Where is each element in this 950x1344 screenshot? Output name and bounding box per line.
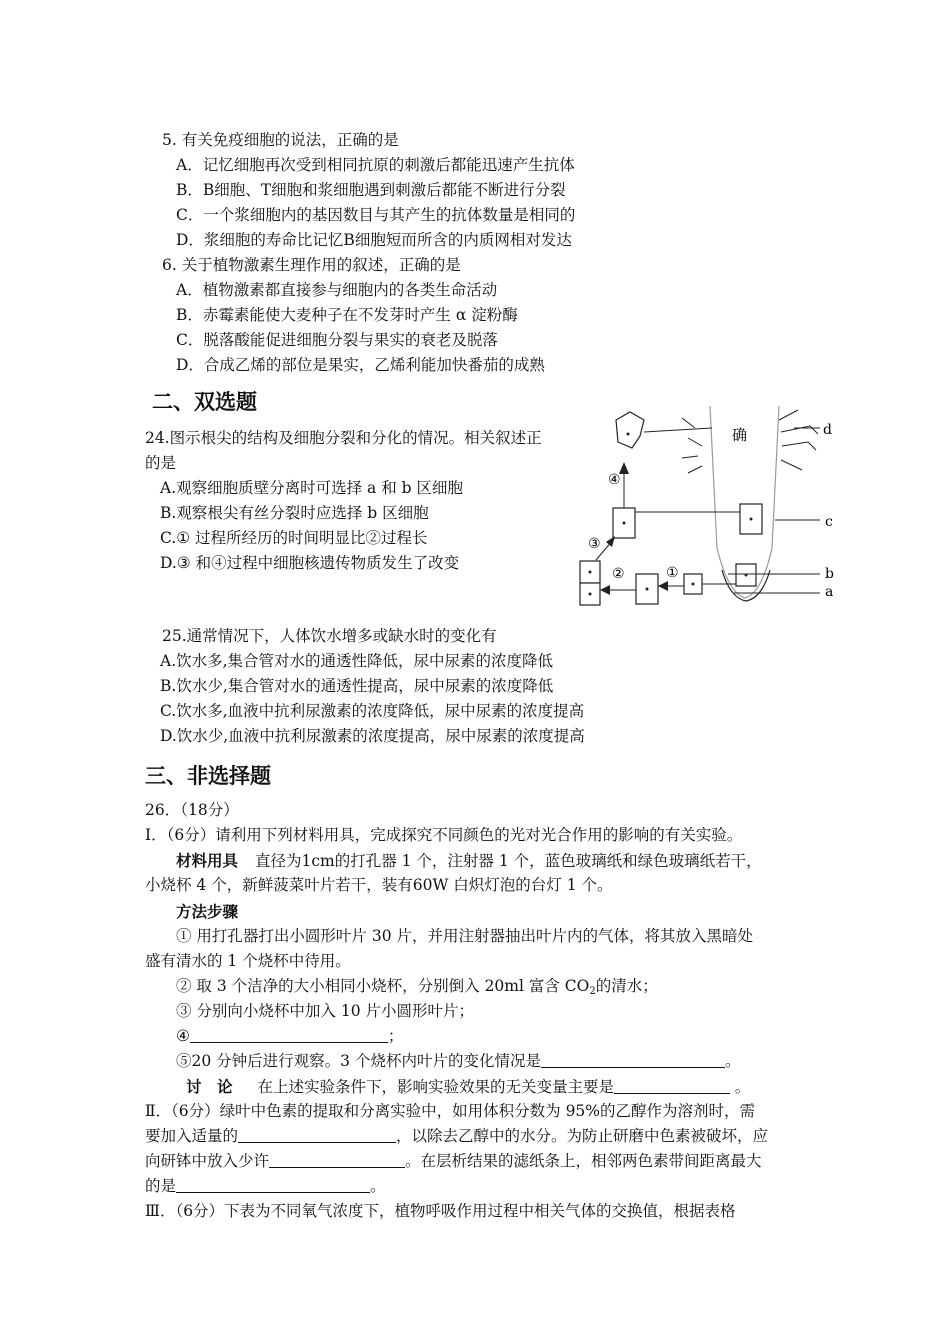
root-hairs-left [682, 418, 702, 473]
nucleus-dot [646, 588, 649, 591]
part2-line4-text: 的是 [145, 1177, 177, 1195]
step-3-label: ③ [588, 536, 601, 552]
q6-option-c: C．脱落酸能促进细胞分裂与果实的衰老及脱落 [176, 331, 498, 349]
q25-option-a: A.饮水多,集合管对水的通透性降低，尿中尿素的浓度降低 [160, 652, 554, 670]
q26-part3-line1: Ⅲ．（6分）下表为不同氧气浓度下，植物呼吸作用过程中相关气体的交换值，根据表格 [145, 1202, 736, 1220]
discuss-tail: 。 [729, 1078, 751, 1096]
discuss-text: 在上述实验条件下，影响实验效果的无关变量主要是 [257, 1078, 614, 1096]
nucleus-dot [589, 593, 592, 596]
root-hairs-right [779, 410, 818, 470]
q6-option-b: B．赤霉素能使大麦种子在不发芽时产生 α 淀粉酶 [176, 306, 518, 324]
q26-part2-line3 [145, 1149, 762, 1174]
q24-option-c: C.① 过程所经历的时间明显比②过程长 [160, 529, 428, 547]
q25-option-c: C.饮水多,血液中抗利尿激素的浓度降低，尿中尿素的浓度提高 [160, 702, 585, 720]
section-2-heading: 二、双选题 [152, 390, 257, 414]
step5-text: ⑤20 分钟后进行观察。3 个烧杯内叶片的变化情况是 [176, 1052, 541, 1070]
q26-step1-line2: 盛有清水的 1 个烧杯中待用。 [145, 952, 351, 970]
part2-line2-text: 要加入适量的 [145, 1127, 239, 1145]
root-hair-cell [616, 412, 644, 448]
q26-discussion [186, 1074, 750, 1100]
nucleus-dot [623, 522, 626, 525]
figure-label-d: d [823, 422, 832, 438]
q26-step1-line1: ① 用打孔器打出小圆形叶片 30 片，并用注射器抽出叶片内的气体，将其放入黑暗处 [176, 927, 754, 945]
nucleus-dot [589, 571, 592, 574]
q26-materials-line1 [176, 848, 762, 874]
nucleus-dot [627, 433, 630, 436]
step4-answer-blank[interactable] [190, 1026, 388, 1043]
q5-option-c: C．一个浆细胞内的基因数目与其产生的抗体数量是相同的 [176, 206, 576, 224]
section-3-heading: 三、非选择题 [145, 764, 271, 788]
q26-part2-line1: Ⅱ．（6分）绿叶中色素的提取和分离实验中，如用体积分数为 95%的乙醇作为溶剂时，需 [145, 1102, 756, 1120]
q26-part2-line4 [145, 1174, 386, 1199]
step-4-label: ④ [608, 472, 621, 488]
q26-step3: ③ 分别向小烧杯中加入 10 片小圆形叶片； [176, 1002, 475, 1020]
q6-stem: 6. 关于植物激素生理作用的叙述，正确的是 [162, 256, 461, 274]
q5-option-d: D．浆细胞的寿命比记忆B细胞短而所含的内质网相对发达 [176, 231, 572, 249]
co2-subscript: 2 [589, 986, 596, 997]
link-line-top [644, 428, 712, 432]
part2-answer-blank-3[interactable] [176, 1176, 370, 1193]
q26-step5 [176, 1049, 740, 1074]
q25-option-d: D.饮水少,血液中抗利尿激素的浓度提高，尿中尿素的浓度提高 [160, 727, 585, 745]
q5-stem: 5. 有关免疫细胞的说法，正确的是 [162, 131, 399, 149]
figure-label-center: 确 [732, 426, 748, 444]
step5-answer-blank[interactable] [541, 1051, 725, 1068]
q25-option-b: B.饮水少,集合管对水的通透性提高，尿中尿素的浓度降低 [160, 677, 554, 695]
root-tip-figure [570, 398, 850, 613]
q26-part1-intro: Ⅰ．（6分）请利用下列材料用具，完成探究不同颜色的光对光合作用的影响的有关实验。 [145, 826, 743, 844]
q26-number: 26．（18分） [145, 801, 239, 819]
materials-text-1: 直径为1cm的打孔器 1 个，注射器 1 个，蓝色玻璃纸和绿色玻璃纸若干， [254, 852, 762, 870]
step2-tail: 的清水； [595, 977, 658, 995]
step4-tail: ； [387, 1027, 404, 1045]
part2-answer-blank-1[interactable] [238, 1126, 396, 1143]
nucleus-dot [692, 583, 695, 586]
nucleus-dot [750, 518, 753, 521]
part2-line2-tail: ，以除去乙醇中的水分。为防止研磨中色素被破坏，应 [396, 1127, 769, 1145]
part2-answer-blank-2[interactable] [269, 1151, 405, 1168]
figure-label-b: b [825, 566, 834, 582]
figure-label-a: a [825, 584, 834, 600]
q25-stem: 25.通常情况下，人体饮水增多或缺水时的变化有 [162, 627, 497, 645]
q26-part2-line2 [145, 1124, 768, 1149]
part2-line3-tail: 。在层析结果的滤纸条上，相邻两色素带间距离最大 [405, 1152, 762, 1170]
part2-line3-text: 向研钵中放入少许 [145, 1152, 270, 1170]
method-label: 方法步骤 [176, 902, 239, 921]
step4-marker: ④ [176, 1027, 190, 1045]
part2-line4-tail: 。 [370, 1177, 386, 1195]
discuss-answer-blank[interactable] [614, 1077, 730, 1094]
step5-tail: 。 [724, 1052, 741, 1070]
q5-option-b: B．B细胞、T细胞和浆细胞遇到刺激后都能不断进行分裂 [176, 181, 566, 199]
q5-option-a: A．记忆细胞再次受到相同抗原的刺激后都能迅速产生抗体 [176, 156, 575, 174]
arrow-head-step3 [606, 536, 615, 547]
arrow-head-step1 [658, 581, 668, 591]
arrow-head-step2 [600, 585, 610, 595]
materials-label: 材料用具 [176, 851, 239, 870]
step-2-label: ② [612, 566, 625, 582]
q24-option-d: D.③ 和④过程中细胞核遗传物质发生了改变 [160, 554, 460, 572]
step2-text: ② 取 3 个洁净的大小相同小烧杯，分别倒入 20ml 富含 CO [176, 977, 590, 995]
q24-option-a: A.观察细胞质壁分离时可选择 a 和 b 区细胞 [160, 479, 463, 497]
q26-materials-line2: 小烧杯 4 个，新鲜菠菜叶片若干，装有60W 白炽灯泡的台灯 1 个。 [145, 876, 613, 894]
figure-label-c: c [825, 514, 833, 530]
q24-stem-line2: 的是 [145, 454, 177, 472]
q24-option-b: B.观察根尖有丝分裂时应选择 b 区细胞 [160, 504, 429, 522]
q26-step4 [176, 1024, 403, 1049]
q6-option-a: A．植物激素都直接参与细胞内的各类生命活动 [176, 281, 498, 299]
q6-option-d: D．合成乙烯的部位是果实，乙烯利能加快番茄的成熟 [176, 356, 545, 374]
step-1-label: ① [666, 565, 679, 581]
discuss-label: 讨 论 [186, 1077, 233, 1096]
q24-stem-line1: 24.图示根尖的结构及细胞分裂和分化的情况。相关叙述正 [145, 429, 542, 447]
